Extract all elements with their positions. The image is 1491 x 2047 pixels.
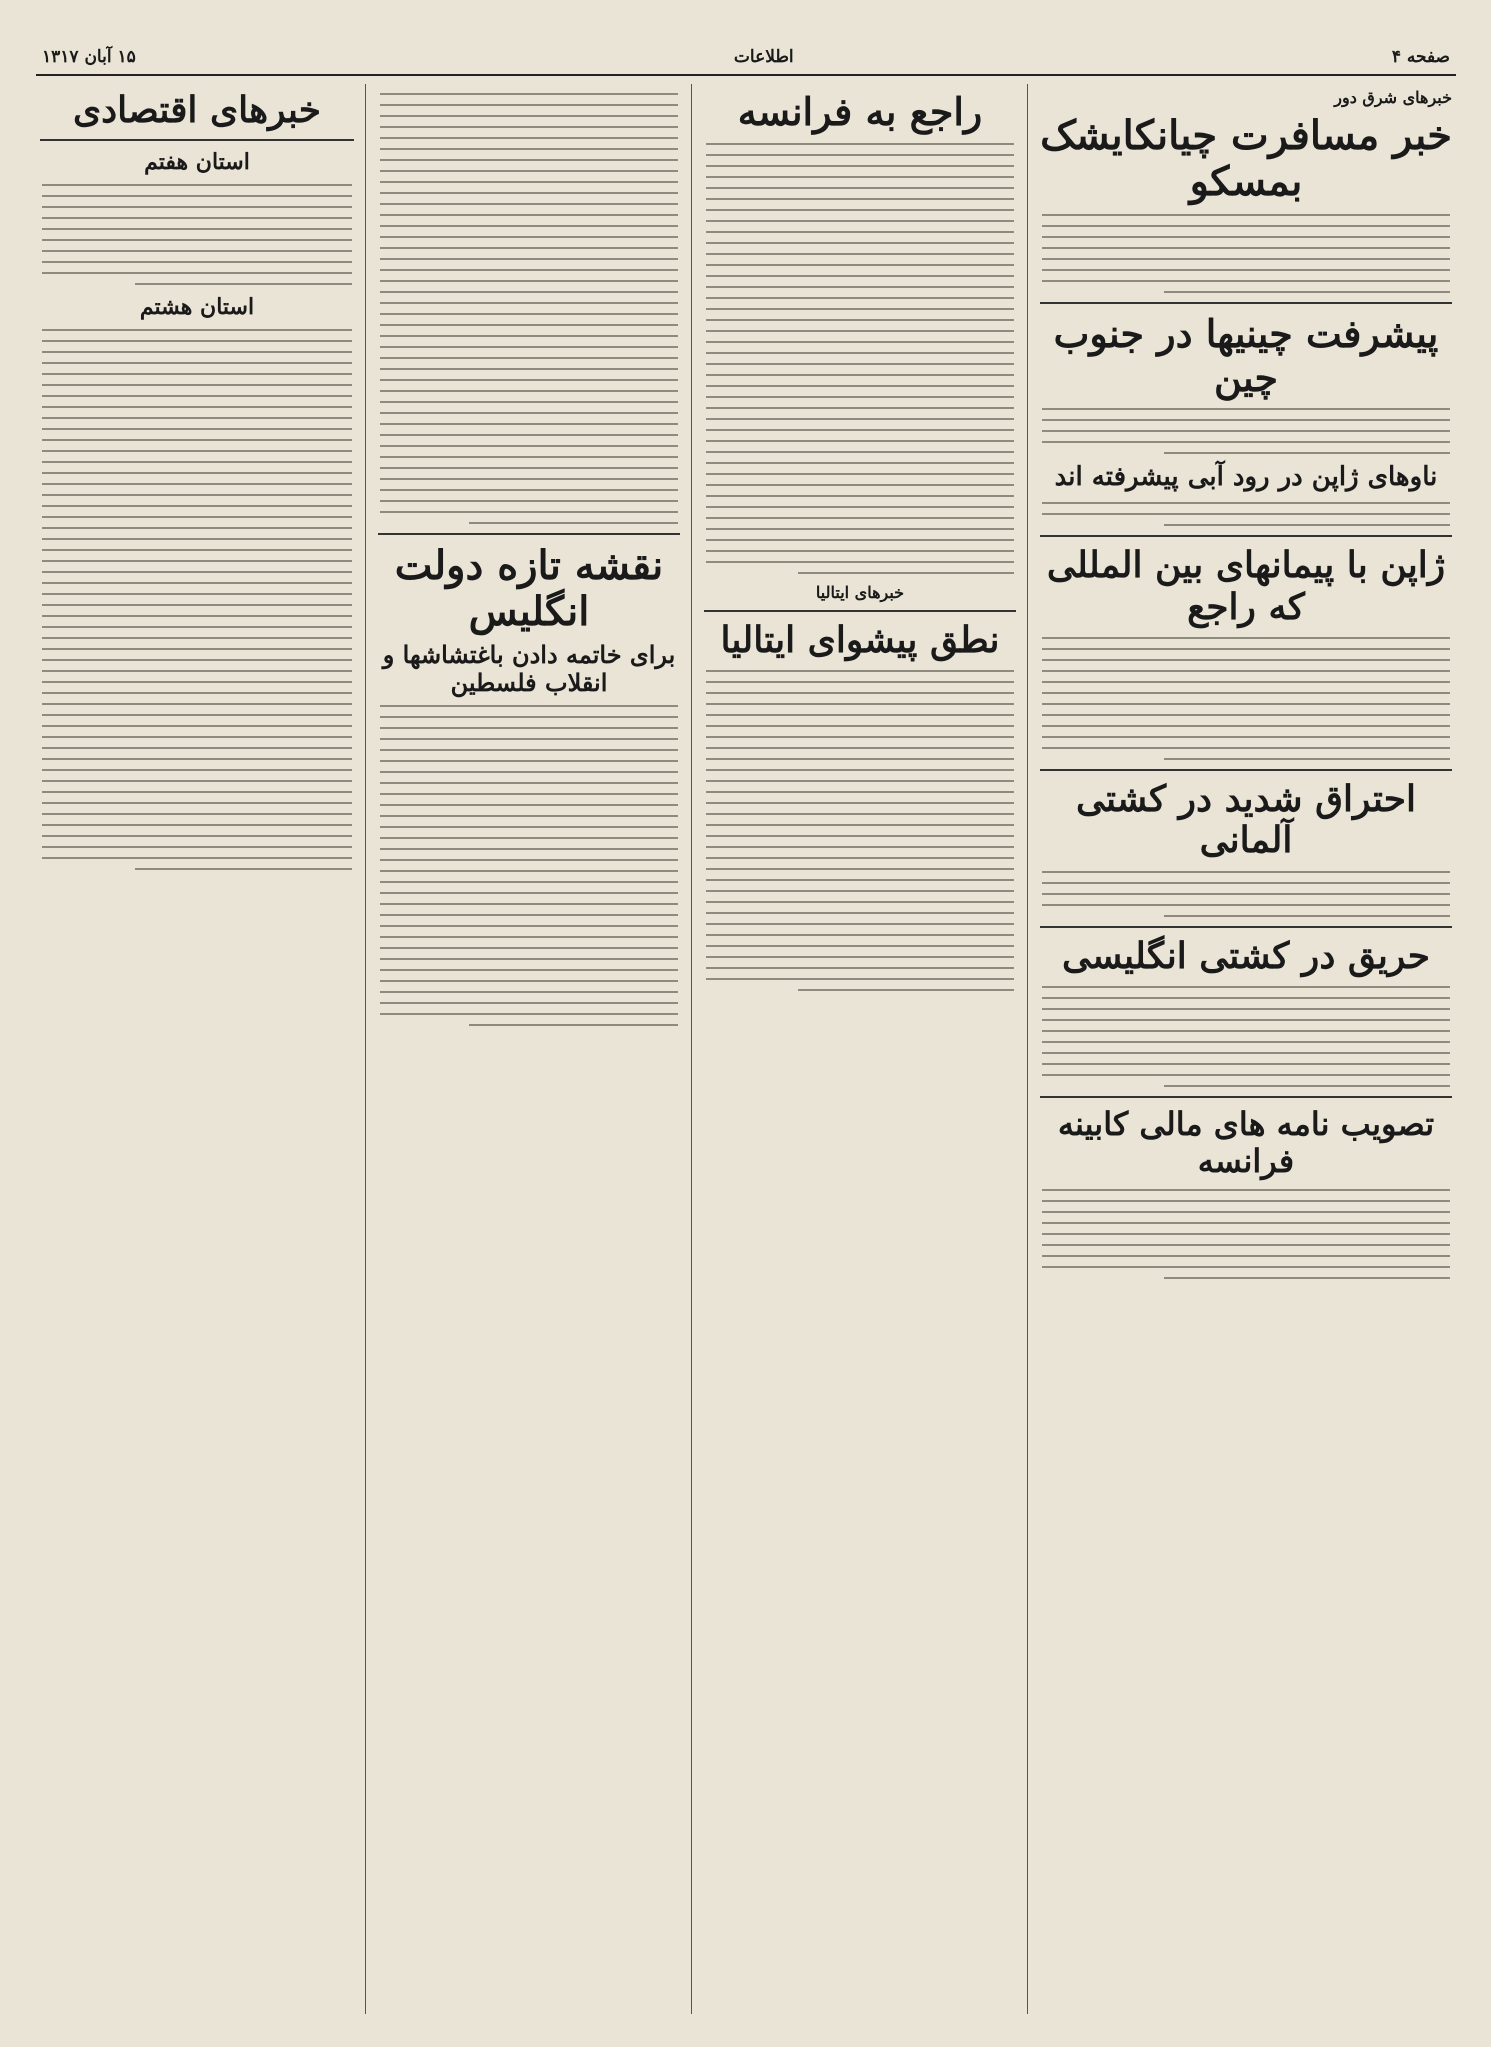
article-body xyxy=(1042,986,1450,1087)
page-label: صفحه ۴ xyxy=(1391,47,1450,67)
headline-german-ship: احتراق شدید در کشتی آلمانی xyxy=(1075,778,1417,862)
column-far-east xyxy=(1036,84,1456,2014)
section-far-east: خبرهای شرق دور xyxy=(1334,88,1452,107)
headline-chiang-moscow: خبر مسافرت چیانکایشک بمسکو xyxy=(1040,112,1452,205)
section-economy: خبرهای اقتصادی xyxy=(72,89,322,131)
masthead xyxy=(36,40,1456,76)
article-body xyxy=(1042,871,1450,917)
article-body xyxy=(1042,1189,1450,1279)
headline-italy-speech: نطق پیشوای ایتالیا xyxy=(720,618,1000,661)
column-economy xyxy=(36,84,358,2014)
article-body xyxy=(380,93,678,524)
section-italy-news: خبرهای ایتالیا xyxy=(815,582,905,602)
headline-france-cabinet: تصویب نامه های مالی کابینه فرانسه xyxy=(1057,1105,1435,1181)
section-province-8: استان هشتم xyxy=(139,294,255,321)
article-body xyxy=(706,670,1014,991)
newspaper-page xyxy=(36,40,1456,2020)
headline-english-ship: حریق در کشتی انگلیسی xyxy=(1061,934,1431,977)
article-body xyxy=(1042,502,1450,526)
article-body xyxy=(1042,408,1450,454)
column-england xyxy=(374,84,684,2014)
headline-japan-ships: ناوهای ژاپن در رود آبی پیشرفته اند xyxy=(1054,462,1438,493)
article-body xyxy=(42,184,352,285)
article-body xyxy=(1042,214,1450,293)
headline-japan-pacts: ژاپن با پیمانهای بین المللی که راجع xyxy=(1046,544,1446,628)
section-province-7: استان هفتم xyxy=(144,149,250,176)
column-france-italy xyxy=(700,84,1020,2014)
headline-china-south: پیشرفت چینیها در جنوب چین xyxy=(1053,311,1439,400)
article-body xyxy=(42,329,352,870)
issue-date: ۱۵ آبان ۱۳۱۷ xyxy=(42,47,136,67)
headline-new-plan: نقشه تازه دولت انگلیس xyxy=(394,542,664,635)
article-body xyxy=(706,143,1014,574)
article-body xyxy=(1042,637,1450,760)
article-body xyxy=(380,705,678,1026)
paper-name: اطلاعات xyxy=(733,47,794,67)
headline-palestine: برای خاتمه دادن باغتشاشها و انقلاب فلسطین xyxy=(382,640,676,697)
headline-about-france: راجع به فرانسه xyxy=(737,89,983,134)
